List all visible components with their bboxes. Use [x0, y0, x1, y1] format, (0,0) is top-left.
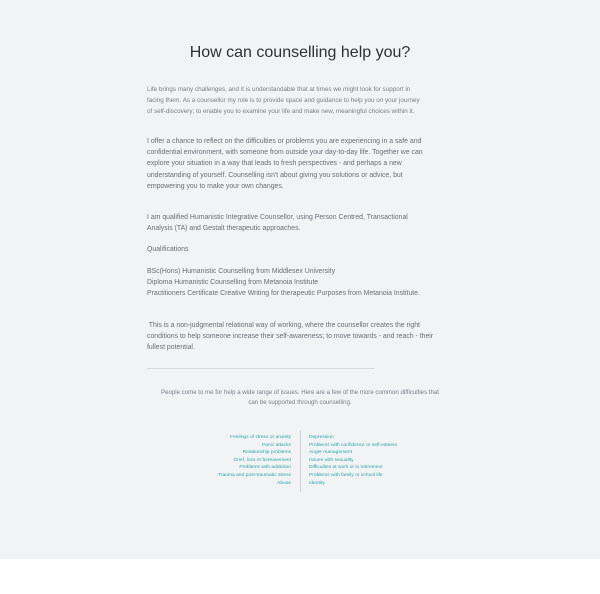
issue-item: Trauma and post-traumatic stress — [218, 472, 291, 478]
issue-item: Difficulties at work or in retirement — [309, 465, 383, 471]
issue-item: Problems with addiction — [239, 465, 291, 471]
qualifications-list — [147, 266, 455, 300]
issue-item: Anger management — [309, 450, 352, 456]
intro-paragraph — [147, 85, 455, 117]
issue-item: Feelings of stress or anxiety — [230, 435, 291, 440]
offer-line: understanding of yourself. Counselling isn't about giving you solutions or advice, but — [147, 171, 403, 179]
issues-list-right — [309, 434, 397, 487]
issue-item: Relationship problems — [242, 450, 291, 456]
page-title: How can counselling help you? — [189, 44, 411, 61]
offer-line: I offer a chance to reflect on the difficulties or problems you are experiencing in a safe and — [147, 138, 422, 145]
issue-item: Identity — [309, 480, 325, 486]
issue-item: Panic attacks — [261, 442, 291, 448]
qualification-item: Diploma Humanistic Counselling from Metanoia Institute — [147, 279, 319, 287]
offer-line: confidential environment, with someone from outside your day-to-day life. Together we can — [147, 149, 423, 157]
qualification-item: BSc(Hons) Humanistic Counselling from Middlesex University — [147, 268, 336, 275]
intro-line: facing them. As a counsellor my role is to provide space and guidance to help you on your journey — [147, 96, 420, 104]
qualification-item: Practitioners Certificate Creative Writing for therapeutic Purposes from Metanoia Institute. — [147, 290, 420, 298]
qualifications-heading — [147, 244, 455, 255]
issue-item: Grief, loss or bereavement — [233, 457, 291, 463]
issues-column-separator — [300, 430, 301, 492]
approach-line: This is a non-judgmental relational way of working, where the counsellor creates the right — [147, 322, 420, 329]
intro-line: Life brings many challenges, and it is understandable that at times we might look for support in — [147, 86, 411, 93]
approach-paragraph — [147, 320, 455, 354]
issue-item: Abuse — [277, 480, 291, 486]
issue-item: Issues with sexuality — [309, 457, 354, 463]
qualified-line: I am qualified Humanistic Integrative Counsellor, using Person Centred, Transactional — [147, 214, 408, 221]
section-divider — [147, 368, 375, 369]
offer-line: empowering you to make your own changes. — [147, 182, 284, 190]
issue-item: Problems with family or school life — [309, 472, 383, 478]
issue-item: Problems with confidence or self-esteem — [309, 442, 398, 448]
issue-item: Depression — [309, 435, 334, 440]
qualified-paragraph — [147, 212, 455, 234]
approach-line: conditions to help someone increase their self-awareness; to move towards - and reach - their — [147, 333, 434, 341]
qualified-line: Analysis (TA) and Gestalt therapeutic approaches. — [147, 225, 301, 233]
issues-list-left — [218, 434, 291, 487]
qualifications-heading-text: Qualifications — [147, 246, 189, 253]
offer-line: explore your situation in a way that leads to fresh perspectives - and perhaps a new — [147, 160, 402, 168]
issues-intro — [140, 388, 460, 408]
offer-paragraph — [147, 136, 455, 192]
issues-intro-line: can be supported through counselling. — [248, 399, 352, 406]
issues-intro-line: People come to me for help a wide range of issues. Here are a few of the more common difficulties that — [161, 389, 439, 396]
approach-line: fullest potential. — [147, 344, 195, 352]
intro-line: of self-discovery; to enable you to examine your life and make new, meaningful choices within it. — [147, 107, 415, 115]
